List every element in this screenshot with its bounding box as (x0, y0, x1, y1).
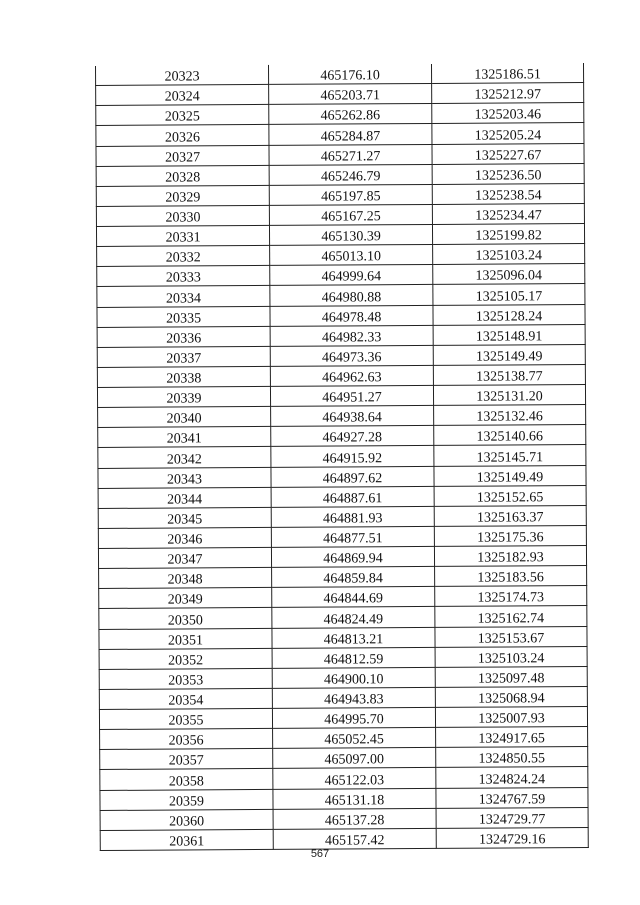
x-coordinate-cell: 464980.88 (270, 285, 433, 306)
y-coordinate-cell: 1325227.67 (432, 143, 584, 164)
point-id-cell: 20347 (98, 547, 271, 568)
point-id-cell: 20359 (100, 789, 273, 810)
table-row (98, 546, 586, 569)
x-coordinate-cell: 465122.03 (273, 768, 436, 789)
table-row (99, 566, 587, 589)
table-row (98, 525, 586, 548)
x-coordinate-cell: 464869.94 (271, 546, 434, 567)
x-coordinate-cell: 464995.70 (272, 707, 435, 728)
table-row (100, 807, 588, 830)
x-coordinate-cell: 464859.84 (272, 567, 435, 588)
point-id-cell: 20334 (97, 286, 270, 307)
point-id-cell: 20324 (96, 85, 269, 106)
table-row (96, 123, 584, 146)
table-row (96, 163, 584, 186)
y-coordinate-cell: 1325183.56 (435, 566, 587, 587)
x-coordinate-cell: 464999.64 (270, 265, 433, 286)
table-row (99, 626, 587, 649)
y-coordinate-cell: 1325236.50 (432, 163, 584, 184)
table-row (99, 666, 587, 689)
point-id-cell: 20332 (97, 246, 270, 267)
x-coordinate-cell: 464813.21 (272, 627, 435, 648)
x-coordinate-cell: 464900.10 (272, 667, 435, 688)
point-id-cell: 20329 (96, 185, 269, 206)
point-id-cell: 20341 (98, 427, 271, 448)
point-id-cell: 20358 (100, 769, 273, 790)
y-coordinate-cell: 1324824.24 (436, 767, 588, 788)
point-id-cell: 20355 (99, 708, 272, 729)
point-id-cell: 20357 (100, 749, 273, 770)
table-row (98, 425, 586, 448)
y-coordinate-cell: 1325152.65 (434, 485, 586, 506)
y-coordinate-cell: 1325097.48 (435, 666, 587, 687)
table-row (100, 827, 588, 850)
y-coordinate-cell: 1325153.67 (435, 626, 587, 647)
y-coordinate-cell: 1325205.24 (432, 123, 584, 144)
y-coordinate-cell: 1325068.94 (435, 686, 587, 707)
y-coordinate-cell: 1325103.24 (433, 244, 585, 265)
y-coordinate-cell: 1324917.65 (436, 727, 588, 748)
x-coordinate-cell: 465137.28 (273, 808, 436, 829)
point-id-cell: 20325 (96, 105, 269, 126)
y-coordinate-cell: 1324729.16 (436, 827, 588, 848)
point-id-cell: 20360 (100, 809, 273, 830)
table-row (99, 646, 587, 669)
point-id-cell: 20343 (98, 467, 271, 488)
x-coordinate-cell: 464978.48 (270, 305, 433, 326)
table-row (100, 747, 588, 770)
y-coordinate-cell: 1325138.77 (433, 364, 585, 385)
y-coordinate-cell: 1325234.47 (432, 203, 584, 224)
y-coordinate-cell: 1325105.17 (433, 284, 585, 305)
table-row (97, 364, 585, 387)
table-row (100, 787, 588, 810)
y-coordinate-cell: 1325174.73 (435, 586, 587, 607)
x-coordinate-cell: 465167.25 (269, 204, 432, 225)
table-row (98, 465, 586, 488)
y-coordinate-cell: 1325131.20 (433, 385, 585, 406)
point-id-cell: 20346 (98, 527, 271, 548)
x-coordinate-cell: 465203.71 (269, 84, 432, 105)
x-coordinate-cell: 464824.49 (272, 607, 435, 628)
x-coordinate-cell: 464927.28 (271, 426, 434, 447)
table-row (95, 63, 583, 86)
x-coordinate-cell: 464897.62 (271, 466, 434, 487)
table-row (96, 83, 584, 106)
y-coordinate-cell: 1325149.49 (434, 465, 586, 486)
y-coordinate-cell: 1324767.59 (436, 787, 588, 808)
point-id-cell: 20336 (97, 326, 270, 347)
x-coordinate-cell: 465097.00 (273, 748, 436, 769)
point-id-cell: 20327 (96, 145, 269, 166)
x-coordinate-cell: 464938.64 (271, 406, 434, 427)
y-coordinate-cell: 1325163.37 (434, 505, 586, 526)
x-coordinate-cell: 464877.51 (271, 526, 434, 547)
y-coordinate-cell: 1325096.04 (433, 264, 585, 285)
point-id-cell: 20349 (99, 588, 272, 609)
point-id-cell: 20351 (99, 628, 272, 649)
point-id-cell: 20338 (97, 366, 270, 387)
table-row (99, 586, 587, 609)
y-coordinate-cell: 1325148.91 (433, 324, 585, 345)
x-coordinate-cell: 465262.86 (269, 104, 432, 125)
point-id-cell: 20328 (96, 165, 269, 186)
table-row (100, 727, 588, 750)
x-coordinate-cell: 465131.18 (273, 788, 436, 809)
table-row (97, 324, 585, 347)
point-id-cell: 20352 (99, 648, 272, 669)
table-row (96, 224, 584, 247)
y-coordinate-cell: 1325212.97 (432, 83, 584, 104)
x-coordinate-cell: 465271.27 (269, 144, 432, 165)
point-id-cell: 20354 (99, 688, 272, 709)
page-number: 567 (310, 848, 330, 860)
x-coordinate-cell: 465013.10 (270, 245, 433, 266)
y-coordinate-cell: 1325186.51 (431, 63, 583, 84)
point-id-cell: 20344 (98, 487, 271, 508)
x-coordinate-cell: 465246.79 (269, 164, 432, 185)
table-row (97, 264, 585, 287)
table-row (96, 183, 584, 206)
x-coordinate-cell: 464973.36 (270, 345, 433, 366)
point-id-cell: 20356 (100, 729, 273, 750)
point-id-cell: 20333 (97, 266, 270, 287)
point-id-cell: 20323 (95, 65, 268, 86)
table-row (97, 344, 585, 367)
y-coordinate-cell: 1325175.36 (434, 525, 586, 546)
x-coordinate-cell: 465052.45 (273, 728, 436, 749)
x-coordinate-cell: 464982.33 (270, 325, 433, 346)
x-coordinate-cell: 464915.92 (271, 446, 434, 467)
y-coordinate-cell: 1324729.77 (436, 807, 588, 828)
coordinate-table (95, 63, 589, 851)
point-id-cell: 20331 (96, 225, 269, 246)
x-coordinate-cell: 465130.39 (269, 224, 432, 245)
x-coordinate-cell: 465284.87 (269, 124, 432, 145)
table-row (98, 405, 586, 428)
y-coordinate-cell: 1325128.24 (433, 304, 585, 325)
table-row (98, 445, 586, 468)
y-coordinate-cell: 1325103.24 (435, 646, 587, 667)
table-row (96, 203, 584, 226)
x-coordinate-cell: 464887.61 (271, 486, 434, 507)
point-id-cell: 20330 (96, 205, 269, 226)
y-coordinate-cell: 1324850.55 (436, 747, 588, 768)
y-coordinate-cell: 1325149.49 (433, 344, 585, 365)
y-coordinate-cell: 1325199.82 (432, 224, 584, 245)
table-row (96, 143, 584, 166)
table-row (100, 767, 588, 790)
table-row (99, 686, 587, 709)
table-row (97, 304, 585, 327)
y-coordinate-cell: 1325007.93 (435, 707, 587, 728)
y-coordinate-cell: 1325140.66 (434, 425, 586, 446)
point-id-cell: 20353 (99, 668, 272, 689)
point-id-cell: 20335 (97, 306, 270, 327)
x-coordinate-cell: 464881.93 (271, 506, 434, 527)
table-row (97, 244, 585, 267)
table-row (98, 505, 586, 528)
coordinate-table-body (95, 63, 588, 850)
table-row (97, 284, 585, 307)
point-id-cell: 20342 (98, 447, 271, 468)
point-id-cell: 20340 (98, 407, 271, 428)
y-coordinate-cell: 1325203.46 (432, 103, 584, 124)
point-id-cell: 20361 (100, 829, 273, 850)
point-id-cell: 20337 (97, 346, 270, 367)
table-row (98, 485, 586, 508)
table-row (97, 385, 585, 408)
point-id-cell: 20350 (99, 608, 272, 629)
x-coordinate-cell: 464812.59 (272, 647, 435, 668)
y-coordinate-cell: 1325132.46 (434, 405, 586, 426)
point-id-cell: 20345 (98, 507, 271, 528)
x-coordinate-cell: 464962.63 (270, 365, 433, 386)
point-id-cell: 20326 (96, 125, 269, 146)
y-coordinate-cell: 1325182.93 (434, 546, 586, 567)
x-coordinate-cell: 465197.85 (269, 184, 432, 205)
table-row (99, 606, 587, 629)
point-id-cell: 20348 (99, 568, 272, 589)
y-coordinate-cell: 1325162.74 (435, 606, 587, 627)
x-coordinate-cell: 464951.27 (270, 385, 433, 406)
y-coordinate-cell: 1325145.71 (434, 445, 586, 466)
x-coordinate-cell: 465176.10 (268, 64, 431, 85)
y-coordinate-cell: 1325238.54 (432, 183, 584, 204)
table-row (96, 103, 584, 126)
x-coordinate-cell: 464943.83 (272, 687, 435, 708)
table-row (99, 707, 587, 730)
x-coordinate-cell: 464844.69 (272, 587, 435, 608)
x-coordinate-cell: 465157.42 (273, 828, 436, 849)
point-id-cell: 20339 (97, 386, 270, 407)
